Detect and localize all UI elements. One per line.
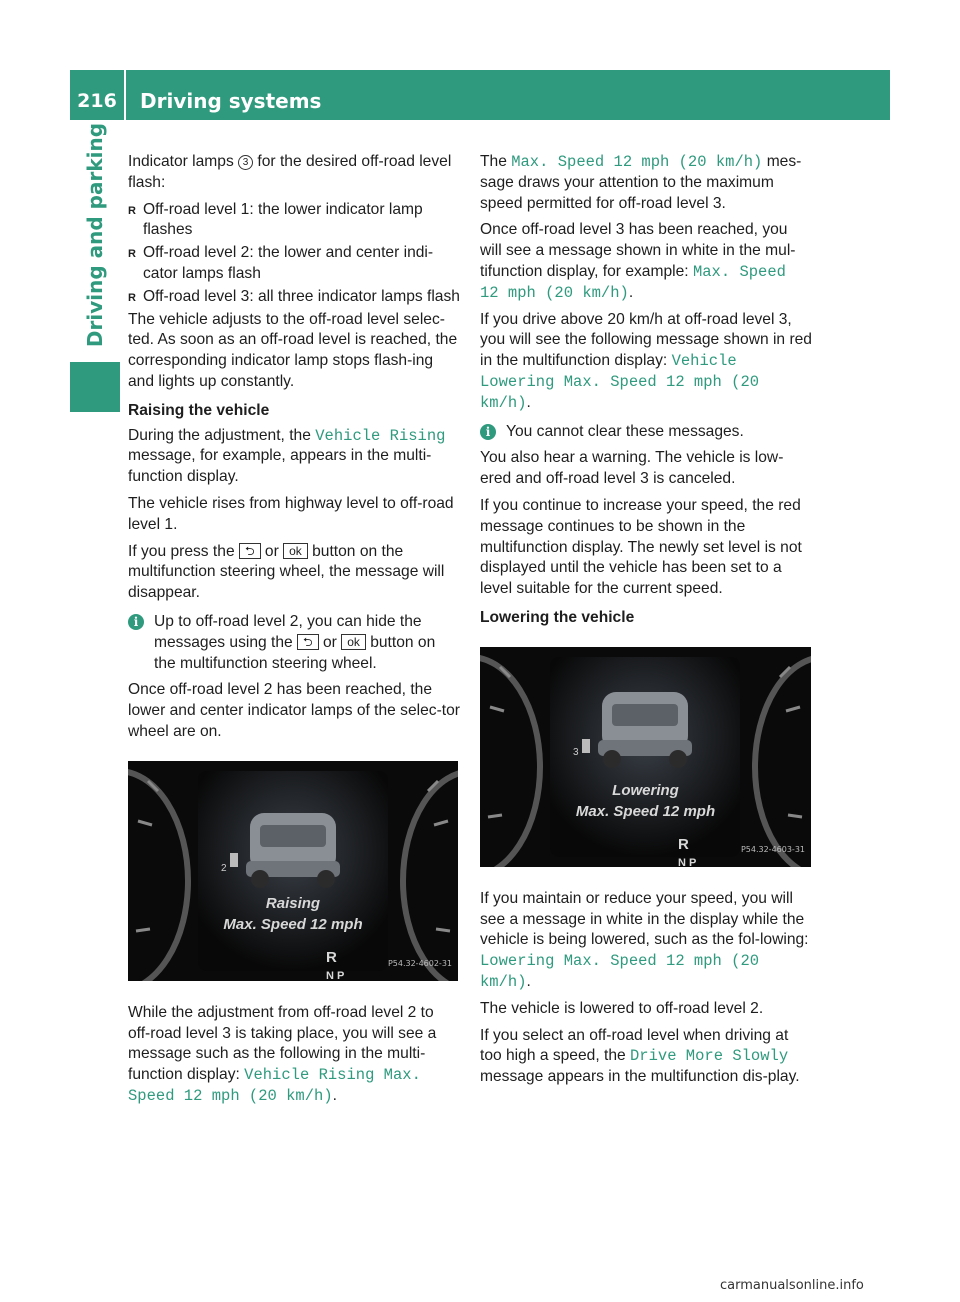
cluster-message-line1: Lowering (612, 781, 679, 799)
lowered-paragraph: The vehicle is lowered to off-road level 2. (480, 999, 764, 1017)
warning-paragraph: You also hear a warning. The vehicle is low-ered and off-road level 3 is canceled. (480, 449, 784, 488)
while-paragraph: While the adjustment from off-road level 2 to off-road level 3 is taking place, you will see a message such as the following in the multi-function display: Vehicle Rising Max. Speed 12 mph (20 km/h). (128, 1003, 437, 1105)
display-message: Vehicle Rising Max. Speed 12 mph (20 km/h) (128, 1066, 421, 1105)
side-chapter-tab (70, 120, 120, 350)
list-item: R Off-road level 3: all three indicator lamps flash (128, 287, 460, 308)
gear-indicator-np: N P (678, 856, 697, 867)
page-number: 216 (77, 90, 117, 112)
display-message: Max. Speed 12 mph (20 km/h) (511, 153, 763, 171)
page-header (70, 70, 890, 120)
gear-indicator-r: R (326, 948, 337, 966)
select-paragraph: If you select an off-road level when driving at too high a speed, the Drive More Slowly message appears in the multifunction dis-play. (480, 1026, 800, 1086)
ok-button-icon: ok (341, 634, 366, 650)
info-icon: i (128, 614, 144, 630)
footer-watermark[interactable]: carmanualsonline.info (720, 1278, 864, 1293)
display-message: Drive More Slowly (630, 1047, 789, 1066)
adjust-paragraph: The vehicle adjusts to the off-road level selec-ted. As soon as an off-road level is reached, the corresponding indicator lamp stops flash-ing and lights up constantly. (128, 310, 458, 390)
left-column (128, 152, 460, 1113)
section-title: Driving systems (140, 89, 322, 113)
cluster-figure-lowering (480, 647, 811, 867)
info-note: i Up to off-road level 2, you can hide the messages using the ⮌ or ok button on the multifunction steering wheel. (128, 612, 460, 674)
once3-paragraph: Once off-road level 3 has been reached, you will see a message shown in white in the mul-tifunction display, for example: Max. Speed 12 mph (20 km/h). (480, 221, 796, 302)
cluster-message-line1: Raising (265, 894, 321, 912)
heading-raising: Raising the vehicle (128, 401, 270, 419)
chapter-label: Driving and parking (83, 122, 108, 348)
rises-paragraph: The vehicle rises from highway level to off-road level 1. (128, 494, 454, 533)
above-paragraph: If you drive above 20 km/h at off-road level 3, you will see the following message shown in red in the multifunction display: Vehicle Lowering Max. Speed 12 mph (20 km/h). (480, 310, 812, 412)
back-button-icon: ⮌ (239, 543, 261, 559)
cluster-message-line2: Max. Speed 12 mph (575, 802, 716, 820)
chapter-marker-block (70, 362, 120, 412)
heading-lowering: Lowering the vehicle (480, 608, 635, 626)
during-paragraph: During the adjustment, the Vehicle Rising message, for example, appears in the multi-function display. (128, 426, 446, 486)
level-indicator: 2 (221, 862, 227, 874)
display-message: Lowering Max. Speed 12 mph (20 km/h) (480, 952, 760, 991)
display-message: Vehicle Lowering Max. Speed 12 mph (20 km/h) (480, 352, 760, 412)
info-note: i You cannot clear these messages. (480, 422, 812, 443)
maintain-paragraph: If you maintain or reduce your speed, you will see a message in white in the display while the vehicle is being lowered, such as the fol-lowing: Lowering Max. Speed 12 mph (20 km/h). (480, 889, 809, 991)
display-message: Max. Speed 12 mph (20 km/h) (480, 262, 786, 302)
list-item: R Off-road level 1: the lower indicator lamp flashes (128, 200, 460, 242)
intro-paragraph: Indicator lamps 3 for the desired off-road level flash: (128, 153, 452, 191)
level-indicator: 3 (573, 746, 579, 758)
header-divider (124, 70, 126, 120)
instrument-cluster-illustration (128, 761, 458, 981)
continue-paragraph: If you continue to increase your speed, the red message continues to be shown in the multifunction display. The newly set level is not displayed until the vehicle has been set to a level suitable for the current speed. (480, 496, 802, 598)
gear-indicator-np: N P (326, 969, 345, 981)
instrument-cluster-illustration (480, 647, 811, 867)
right-column (480, 152, 812, 1094)
the-paragraph: The Max. Speed 12 mph (20 km/h) mes-sage draws your attention to the maximum speed permitted for off-road level 3. (480, 153, 802, 212)
press-paragraph: If you press the ⮌ or ok button on the multifunction steering wheel, the message will disappear. (128, 542, 445, 602)
info-icon: i (480, 424, 496, 440)
display-message: Vehicle Rising (315, 426, 446, 445)
circled-number-icon: 3 (238, 155, 253, 170)
cluster-message-line2: Max. Speed 12 mph (223, 915, 363, 933)
cluster-figure-raising (128, 761, 458, 981)
back-button-icon: ⮌ (297, 634, 319, 650)
ok-button-icon: ok (283, 543, 308, 559)
list-item: R Off-road level 2: the lower and center indi-cator lamps flash (128, 243, 460, 285)
figure-code: P54.32-4603-31 (740, 844, 805, 854)
once-paragraph: Once off-road level 2 has been reached, the lower and center indicator lamps of the selec-tor wheel are on. (128, 681, 460, 740)
gear-indicator-r: R (678, 835, 689, 853)
figure-code: P54.32-4602-31 (387, 958, 452, 968)
